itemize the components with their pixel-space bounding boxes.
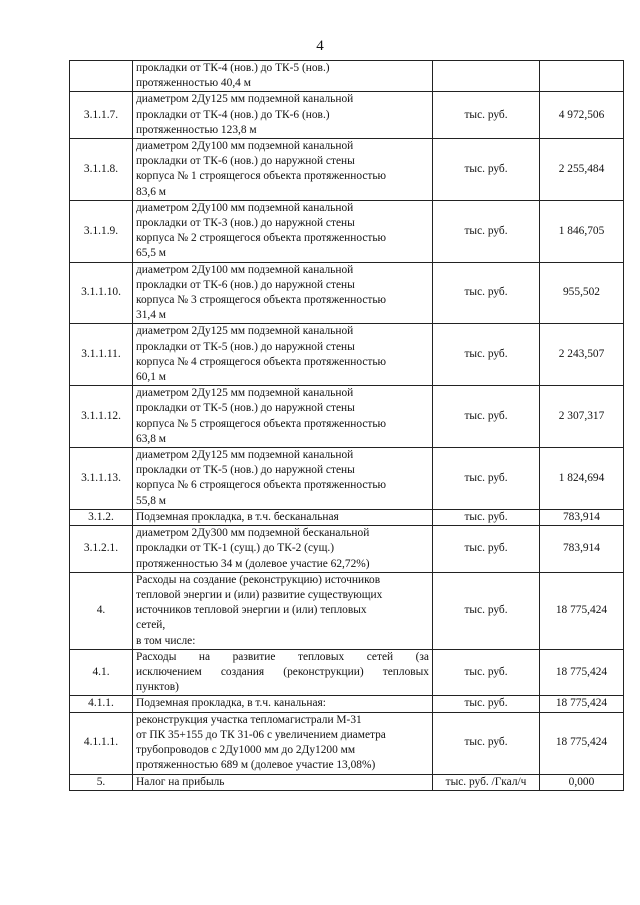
unit-of-measure: тыс. руб.	[433, 386, 540, 448]
item-number: 4.1.1.	[70, 696, 133, 712]
description-line: источников тепловой энергии и (или) тепловых	[136, 604, 367, 617]
unit-of-measure: тыс. руб.	[433, 649, 540, 696]
description-line: 31,4 м	[136, 309, 166, 322]
description-line: корпуса № 4 строящегося объекта протяженностью	[136, 355, 387, 368]
item-number: 3.1.2.	[70, 509, 133, 525]
description-line: 65,5 м	[136, 247, 166, 260]
cost-value: 1 824,694	[540, 448, 624, 510]
unit-of-measure: тыс. руб.	[433, 262, 540, 324]
cost-value: 18 775,424	[540, 572, 624, 649]
item-description	[133, 448, 433, 510]
description-line: трубопроводов с 2Ду1000 мм до 2Ду1200 мм	[136, 744, 356, 757]
description-line: Расходы на создание (реконструкцию) источников	[136, 573, 381, 586]
description-line: исключением создания (реконструкции) тепловых	[136, 665, 429, 678]
table-row	[70, 696, 624, 712]
item-number	[70, 61, 133, 92]
description-line: диаметром 2Ду100 мм подземной канальной	[136, 201, 354, 214]
description-line: прокладки от ТК-6 (нов.) до наружной стены	[136, 278, 355, 291]
description-line: 55,8 м	[136, 494, 166, 507]
cost-value: 18 775,424	[540, 696, 624, 712]
description-line: протяженностью 123,8 м	[136, 123, 257, 136]
table-row	[70, 509, 624, 525]
item-number: 3.1.2.1.	[70, 526, 133, 573]
unit-of-measure: тыс. руб.	[433, 324, 540, 386]
unit-of-measure: тыс. руб.	[433, 696, 540, 712]
table-row	[70, 572, 624, 649]
cost-value: 18 775,424	[540, 649, 624, 696]
description-line: прокладки от ТК-1 (сущ.) до ТК-2 (сущ.)	[136, 542, 334, 555]
cost-value: 783,914	[540, 526, 624, 573]
item-description	[133, 61, 433, 92]
description-line: прокладки от ТК-5 (нов.) до наружной стены	[136, 402, 355, 415]
table-row	[70, 386, 624, 448]
description-line: корпуса № 5 строящегося объекта протяженностью	[136, 417, 387, 430]
description-line: 83,6 м	[136, 185, 166, 198]
description-line: Подземная прокладка, в т.ч. бесканальная	[136, 510, 339, 523]
description-line: прокладки от ТК-5 (нов.) до наружной стены	[136, 340, 355, 353]
description-line: Расходы на развитие тепловых сетей (за	[136, 650, 429, 663]
unit-of-measure: тыс. руб.	[433, 92, 540, 139]
table-row	[70, 61, 624, 92]
cost-value: 2 243,507	[540, 324, 624, 386]
description-line: корпуса № 2 строящегося объекта протяженностью	[136, 232, 387, 245]
description-line: корпуса № 1 строящегося объекта протяженностью	[136, 170, 387, 183]
description-line: сетей,	[136, 619, 166, 632]
item-number: 3.1.1.9.	[70, 200, 133, 262]
description-line: Налог на прибыль	[136, 775, 225, 788]
description-line: протяженностью 34 м (долевое участие 62,72%)	[136, 557, 370, 570]
description-line: диаметром 2Ду100 мм подземной канальной	[136, 140, 354, 153]
description-line: реконструкция участка тепломагистрали М-31	[136, 713, 362, 726]
description-line: диаметром 2Ду125 мм подземной канальной	[136, 449, 354, 462]
cost-value: 0,000	[540, 774, 624, 790]
item-description	[133, 386, 433, 448]
unit-of-measure: тыс. руб.	[433, 139, 540, 201]
cost-value: 2 307,317	[540, 386, 624, 448]
table-row	[70, 200, 624, 262]
item-number: 3.1.1.8.	[70, 139, 133, 201]
description-line: прокладки от ТК-6 (нов.) до наружной стены	[136, 155, 355, 168]
description-line: прокладки от ТК-4 (нов.) до ТК-5 (нов.)	[136, 62, 330, 74]
description-line: пунктов)	[136, 681, 179, 694]
item-description	[133, 649, 433, 696]
description-line: диаметром 2Ду125 мм подземной канальной	[136, 387, 354, 400]
description-line: корпуса № 6 строящегося объекта протяженностью	[136, 479, 387, 492]
description-line: тепловой энергии и (или) развитие существующих	[136, 588, 383, 601]
unit-of-measure: тыс. руб.	[433, 200, 540, 262]
table-row	[70, 774, 624, 790]
item-number: 5.	[70, 774, 133, 790]
description-line: протяженностью 689 м (долевое участие 13,08%)	[136, 759, 376, 772]
table-row	[70, 324, 624, 386]
table-row	[70, 649, 624, 696]
table-row	[70, 92, 624, 139]
cost-table-body	[70, 61, 624, 791]
item-description	[133, 262, 433, 324]
cost-value: 955,502	[540, 262, 624, 324]
cost-value: 4 972,506	[540, 92, 624, 139]
item-description	[133, 92, 433, 139]
unit-of-measure: тыс. руб.	[433, 572, 540, 649]
unit-of-measure: тыс. руб.	[433, 448, 540, 510]
item-description	[133, 526, 433, 573]
item-number: 4.	[70, 572, 133, 649]
description-line: диаметром 2Ду125 мм подземной канальной	[136, 325, 354, 338]
description-line: диаметром 2Ду300 мм подземной бесканальной	[136, 527, 370, 540]
item-description	[133, 572, 433, 649]
table-row	[70, 712, 624, 774]
cost-value: 18 775,424	[540, 712, 624, 774]
description-line: в том числе:	[136, 634, 196, 647]
description-line: прокладки от ТК-3 (нов.) до наружной стены	[136, 217, 355, 230]
description-line: 63,8 м	[136, 432, 166, 445]
description-line: от ПК 35+155 до ТК 31-06 с увеличением диаметра	[136, 728, 386, 741]
description-line: диаметром 2Ду125 мм подземной канальной	[136, 93, 354, 106]
item-description	[133, 509, 433, 525]
unit-of-measure: тыс. руб.	[433, 509, 540, 525]
cost-value: 783,914	[540, 509, 624, 525]
item-description	[133, 712, 433, 774]
item-description	[133, 696, 433, 712]
description-line: Подземная прокладка, в т.ч. канальная:	[136, 697, 326, 710]
item-description	[133, 200, 433, 262]
description-line: диаметром 2Ду100 мм подземной канальной	[136, 263, 354, 276]
item-number: 3.1.1.7.	[70, 92, 133, 139]
unit-of-measure: тыс. руб.	[433, 712, 540, 774]
item-number: 4.1.1.1.	[70, 712, 133, 774]
item-number: 3.1.1.12.	[70, 386, 133, 448]
item-description	[133, 324, 433, 386]
page-number: 4	[316, 38, 324, 54]
item-number: 3.1.1.11.	[70, 324, 133, 386]
description-line: прокладки от ТК-4 (нов.) до ТК-6 (нов.)	[136, 108, 330, 121]
table-row	[70, 448, 624, 510]
item-number: 3.1.1.13.	[70, 448, 133, 510]
item-number: 3.1.1.10.	[70, 262, 133, 324]
unit-of-measure	[433, 61, 540, 92]
cost-value: 1 846,705	[540, 200, 624, 262]
unit-of-measure: тыс. руб.	[433, 526, 540, 573]
description-line: прокладки от ТК-5 (нов.) до наружной стены	[136, 464, 355, 477]
table-row	[70, 262, 624, 324]
description-line: протяженностью 40,4 м	[136, 77, 251, 90]
item-description	[133, 774, 433, 790]
item-number: 4.1.	[70, 649, 133, 696]
table-row	[70, 526, 624, 573]
description-line: 60,1 м	[136, 371, 166, 384]
table-row	[70, 139, 624, 201]
cost-value: 2 255,484	[540, 139, 624, 201]
description-line: корпуса № 3 строящегося объекта протяженностью	[136, 294, 387, 307]
cost-table	[69, 60, 624, 791]
unit-of-measure: тыс. руб. /Гкал/ч	[433, 774, 540, 790]
item-description	[133, 139, 433, 201]
cost-value	[540, 61, 624, 92]
